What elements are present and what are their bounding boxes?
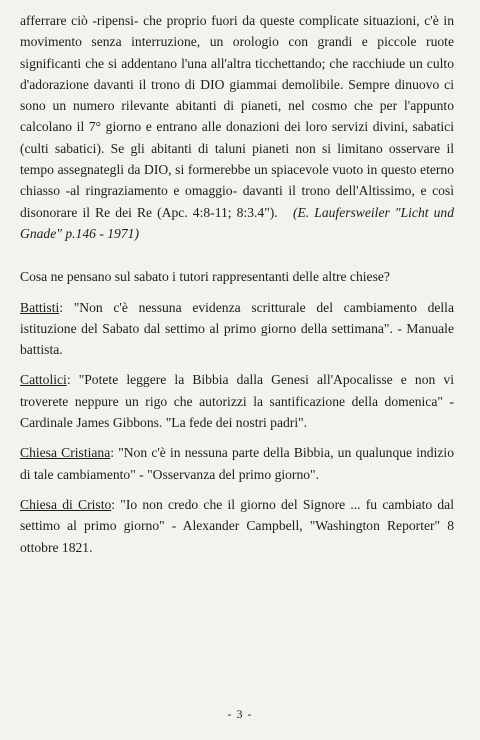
entry-church-name: Cattolici (20, 372, 67, 388)
question-line: Cosa ne pensano sul sabato i tutori rappresentanti delle altre chiese? (20, 269, 390, 285)
entry-battisti (20, 297, 454, 361)
text-body (20, 10, 454, 558)
intro-citation: (E. Laufersweiler "Licht und Gnade" p.146 - 1971) (20, 204, 454, 241)
entry-chiesa-cristiana (20, 442, 454, 485)
entry-church-name: Chiesa Cristiana (20, 445, 111, 461)
entry-quote: : "Non c'è in nessuna parte della Bibbia, un qualunque indizio di tale cambiamento" - "Osservanza del primo giorno". (20, 445, 454, 482)
page-number: - 3 - (227, 707, 253, 721)
entry-quote: : "Potete leggere la Bibbia dalla Genesi all'Apocalisse e non vi troverete neppure un rigo che autorizzi la santificazione della domenica" - Cardinale James Gibbons. "La fede dei nostri padri". (20, 372, 454, 431)
entry-quote: : "Io non credo che il giorno del Signore ... fu cambiato dal settimo al primo giorno" - Alexander Campbell, "Washington Reporter" 8 ottobre 1821. (20, 496, 454, 555)
entry-chiesa-di-cristo (20, 494, 454, 558)
entry-cattolici (20, 369, 454, 433)
entry-quote: : "Non c'è nessuna evidenza scritturale del cambiamento della istituzione del Sabato dal settimo al primo giorno della settimana". - Manuale battista. (20, 299, 454, 358)
intro-text: afferrare ciò -ripensi- che proprio fuori da queste complicate situazioni, c'è in movimento senza interruzione, un orologio con grandi e piccole ruote significanti che si addentano l'una all'altra ticchettando; che racchiude un culto d'adorazione davanti il trono di DIO giammai demolibile. Sempre dinuovo ci sono un numero rilevante abitanti di pianeti, nel cosmo che per l'appunto calcolano il 7° giorno e entrano alle donazioni dei loro servizi divini, sabatici (culti sabatici). Se gli abitanti di taluni pianeti non si limitano osservare il tempo assegnategli da DIO, si formerebbe un spiacevole vuoto in questo eterno chiasso -al ringraziamento e omaggio- davanti il trono dell'Altissimo, e così disonorare il Re dei Re (Apc. 4:8-11; 8:3.4"). (20, 13, 454, 220)
entry-church-name: Chiesa di Cristo (20, 496, 112, 512)
intro-paragraph (20, 10, 454, 244)
entry-church-name: Battisti (20, 299, 60, 315)
